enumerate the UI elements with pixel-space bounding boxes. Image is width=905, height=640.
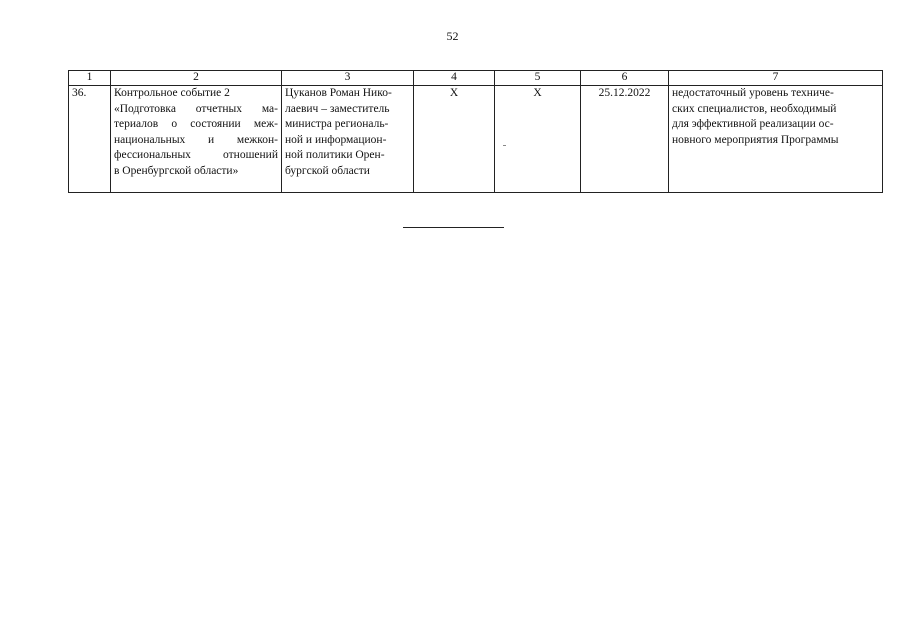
date-cell: 25.12.2022: [581, 86, 669, 193]
event-line: териалов о состоянии меж-: [114, 118, 278, 130]
header-cell-5: 5: [495, 71, 581, 86]
col5-cell: Х: [495, 86, 581, 193]
table-header-row: [69, 71, 883, 86]
header-cell-6: 6: [581, 71, 669, 86]
scan-speck: [503, 145, 506, 146]
event-line: в Оренбургской области»: [114, 164, 239, 177]
event-line: национальных и межкон-: [114, 133, 278, 146]
col4-cell: Х: [414, 86, 495, 193]
row-number-cell: 36.: [69, 86, 111, 193]
event-line: «Подготовка отчетных ма-: [114, 102, 278, 115]
header-cell-3: 3: [282, 71, 414, 86]
risk-cell: [669, 86, 883, 193]
event-cell: [111, 86, 282, 193]
event-line: Контрольное событие 2: [114, 87, 230, 99]
table-row: [69, 86, 883, 193]
risk-line: новного мероприятия Программы: [672, 133, 839, 146]
responsible-line: бургской области: [285, 164, 370, 177]
risk-line: недостаточный уровень техниче-: [672, 87, 834, 99]
header-cell-7: 7: [669, 71, 883, 86]
responsible-line: лаевич – заместитель: [285, 102, 390, 115]
end-divider: [403, 227, 504, 228]
responsible-line: ной и информацион-: [285, 133, 387, 146]
risk-line: ских специалистов, необходимый: [672, 102, 837, 115]
event-line: фессиональных отношений: [114, 149, 278, 161]
header-cell-1: 1: [69, 71, 111, 86]
responsible-cell: [282, 86, 414, 193]
risk-line: для эффективной реализации ос-: [672, 118, 834, 130]
responsible-line: министра региональ-: [285, 118, 389, 130]
header-cell-2: 2: [111, 71, 282, 86]
responsible-line: ной политики Орен-: [285, 149, 385, 161]
page-number: 52: [446, 29, 459, 43]
header-cell-4: 4: [414, 71, 495, 86]
program-table: [68, 70, 883, 193]
responsible-line: Цуканов Роман Нико-: [285, 87, 392, 99]
